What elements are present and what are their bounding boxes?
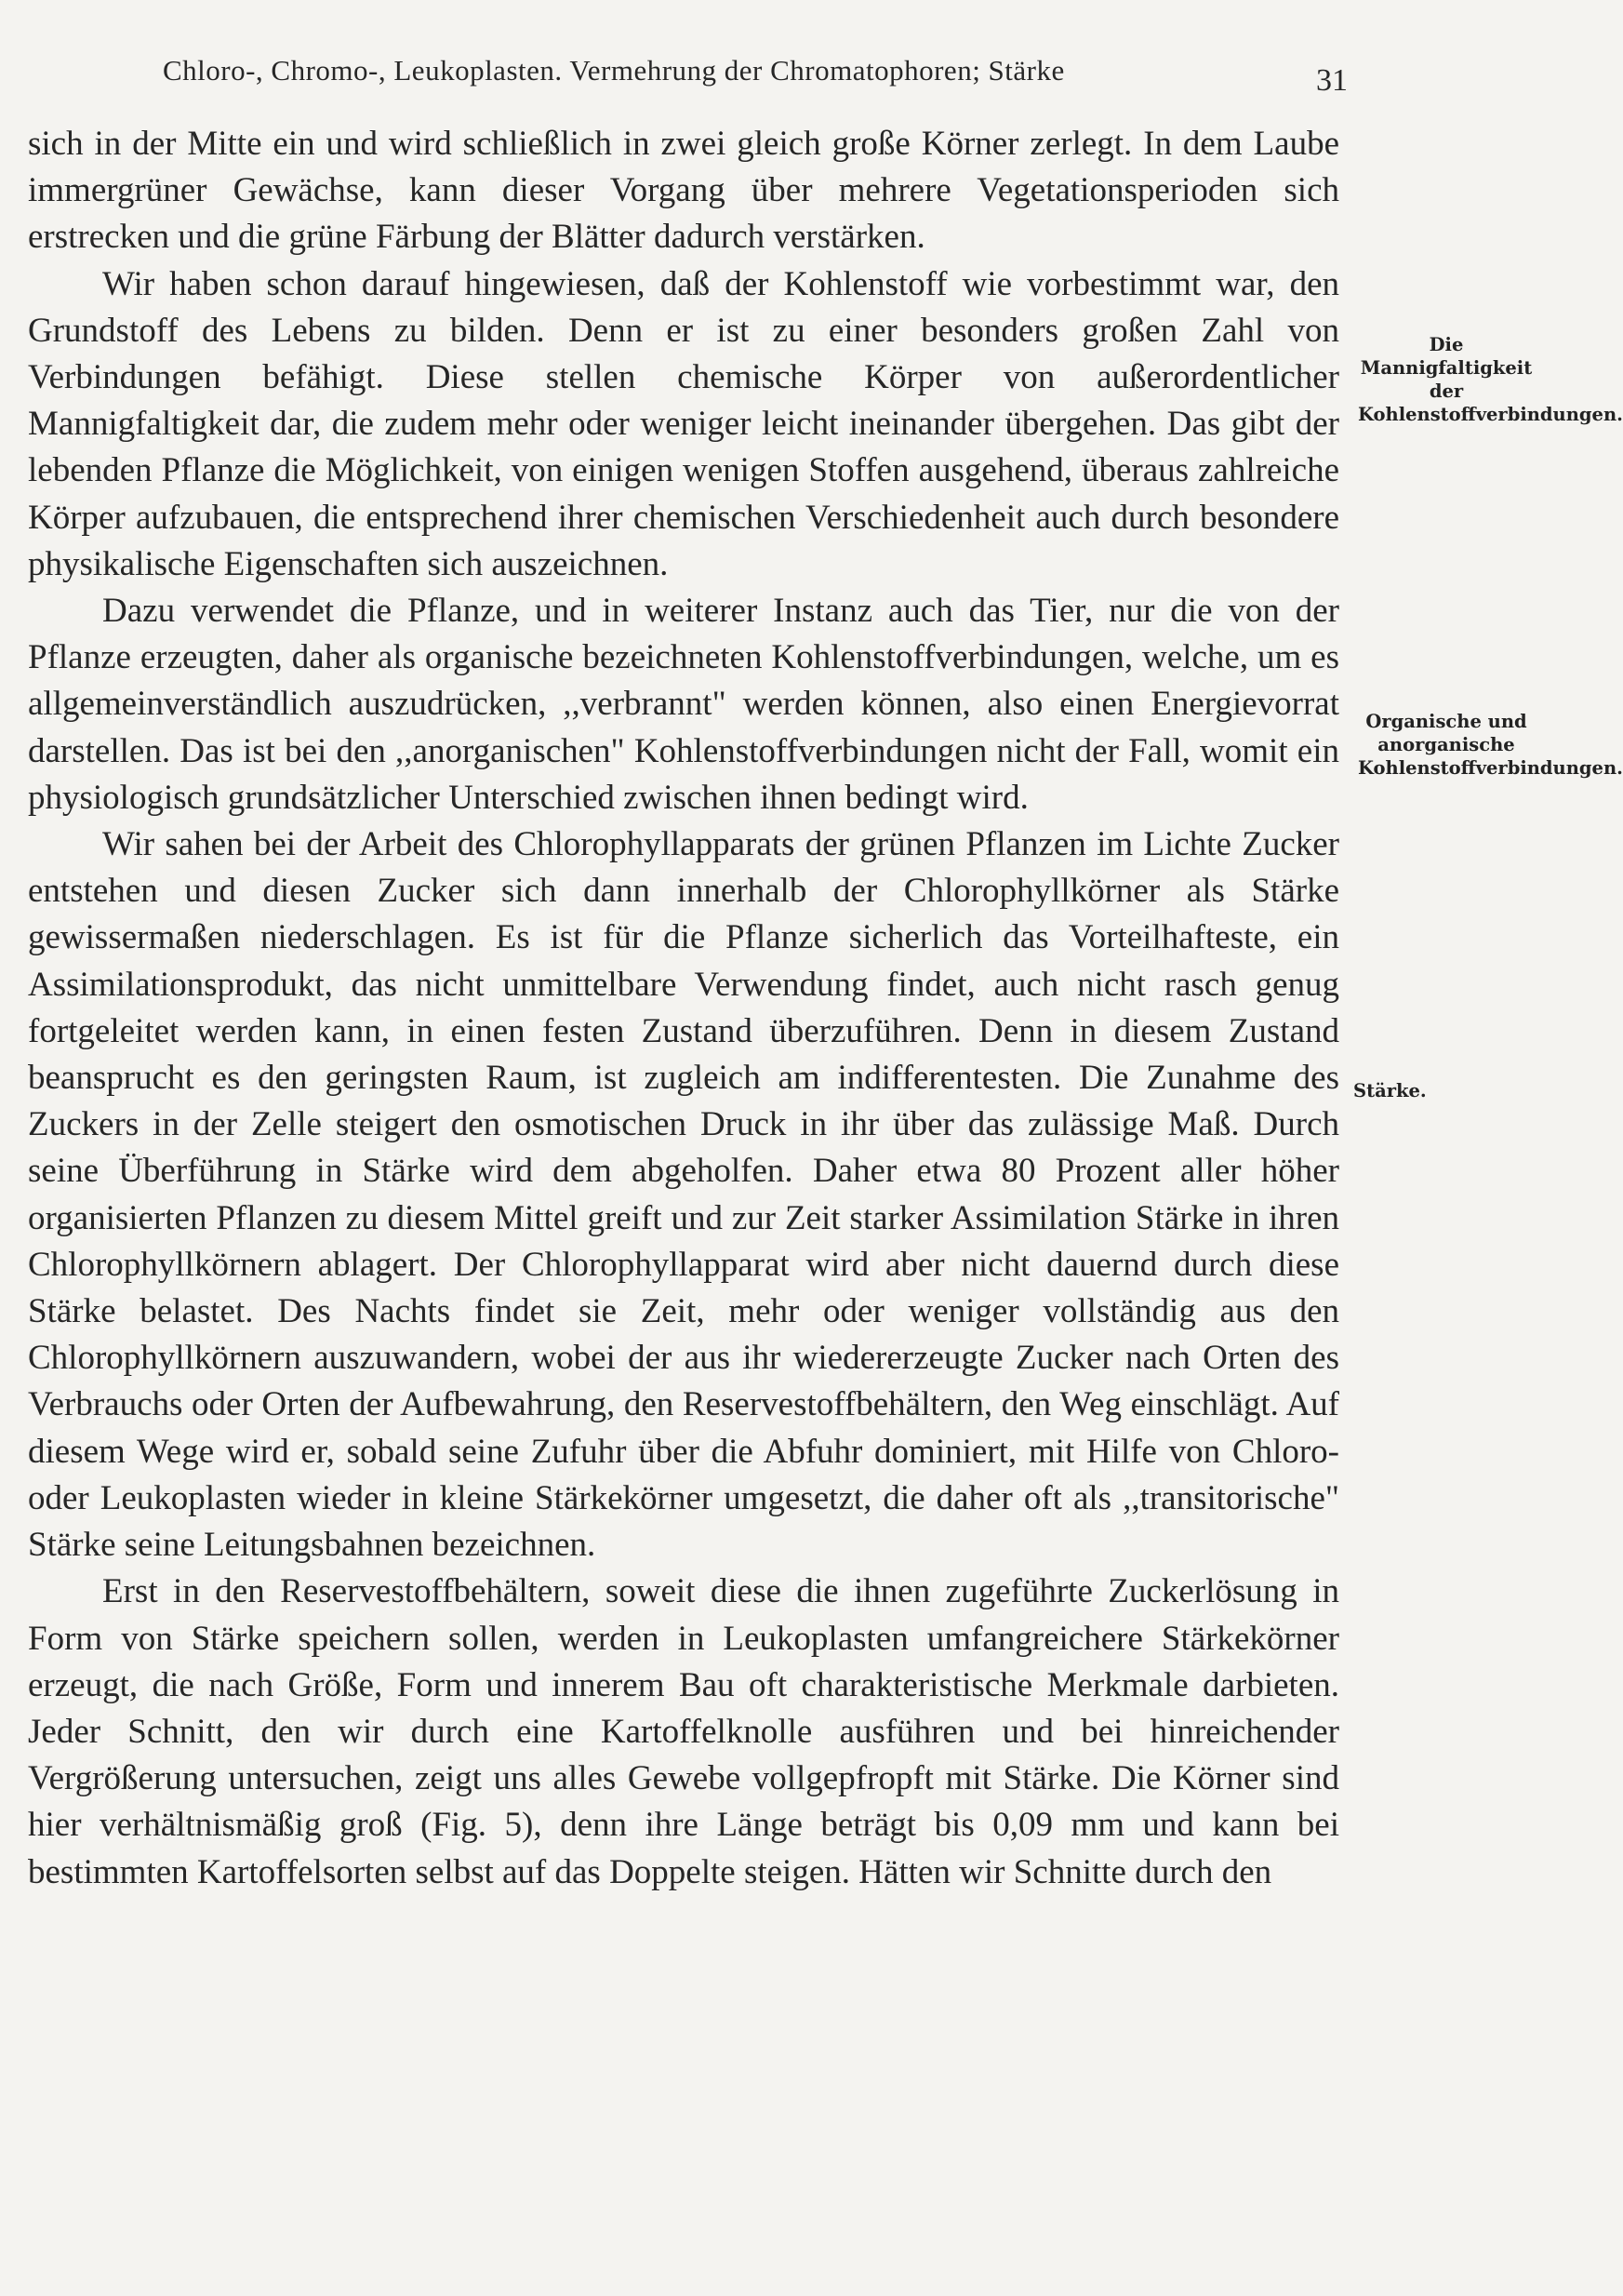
margin-note-mannigfaltigkeit: Die Mannigfaltigkeit der Kohlenstoffverbindungen. xyxy=(1358,334,1623,425)
paragraph-1: sich in der Mitte ein und wird schließlich in zwei gleich große Körner zerlegt. In dem Laube immergrüner Gewächse, kann dieser Vorgang über mehrere Vegetationsperioden sich erstrecken und die grüne Färbung der Blätter dadurch verstärken. xyxy=(28,125,1339,257)
paragraph-3: Dazu verwendet die Pflanze, und in weiterer Instanz auch das Tier, nur die von der Pflanze erzeugten, daher als organische bezeichneten Kohlenstoffverbindungen, welche, um es allgemeinverständlich auszudrücken, ,,verbrannt" werden können, also einen Energievorrat darstellen. Das ist bei den ,,anorganischen" Kohlenstoffverbindungen nicht der Fall, womit ein physiologisch grundsätzlicher Unterschied zwischen ihnen bedingt wird. xyxy=(28,592,1339,817)
margin-note-staerke: Stärke. xyxy=(1353,1080,1427,1101)
page-number: 31 xyxy=(1316,63,1348,98)
body-text xyxy=(28,121,1339,1896)
margin-note-organische: Organische und anorganische Kohlenstoffverbindungen. xyxy=(1358,711,1623,779)
paragraph-2: Wir haben schon darauf hingewiesen, daß der Kohlenstoff wie vorbestimmt war, den Grundstoff des Lebens zu bilden. Denn er ist zu einer besonders großen Zahl von Verbindungen befähigt. Diese stellen chemische Körper von außerordentlicher Mannigfaltigkeit dar, die zudem mehr oder weniger leicht ineinander übergehen. Das gibt der lebenden Pflanze die Möglichkeit, von einigen wenigen Stoffen ausgehend, überaus zahlreiche Körper aufzubauen, die entsprechend ihrer chemischen Verschiedenheit auch durch besondere physikalische Eigenschaften sich auszeichnen. xyxy=(28,264,1339,583)
running-head: Chloro-, Chromo-, Leukoplasten. Vermehrung der Chromatophoren; Stärke xyxy=(163,54,1065,87)
paragraph-5: Erst in den Reservestoffbehältern, soweit diese die ihnen zugeführte Zuckerlösung in Form von Stärke speichern sollen, werden in Leukoplasten umfangreichere Stärkekörner erzeugt, die nach Größe, Form und innerem Bau oft charakteristische Merkmale darbieten. Jeder Schnitt, den wir durch eine Kartoffelknolle ausführen und bei hinreichender Vergrößerung untersuchen, zeigt uns alles Gewebe vollgepfropft mit Stärke. Die Körner sind hier verhältnismäßig groß (Fig. 5), denn ihre Länge beträgt bis 0,09 mm und kann bei bestimmten Kartoffelsorten selbst auf das Doppelte steigen. Hätten wir Schnitte durch den xyxy=(28,1572,1339,1891)
paragraph-4: Wir sahen bei der Arbeit des Chlorophyllapparats der grünen Pflanzen im Lichte Zucker entstehen und diesen Zucker sich dann innerhalb der Chlorophyllkörner als Stärke gewissermaßen niederschlagen. Es ist für die Pflanze sicherlich das Vorteilhafteste, ein Assimilationsprodukt, das nicht unmittelbare Verwendung findet, auch nicht rasch genug fortgeleitet werden kann, in einen festen Zustand überzuführen. Denn in diesem Zustand beansprucht es den geringsten Raum, ist zugleich am indifferentesten. Die Zunahme des Zuckers in der Zelle steigert den osmotischen Druck in ihr über das zulässige Maß. Durch seine Überführung in Stärke wird dem abgeholfen. Daher etwa 80 Prozent aller höher organisierten Pflanzen zu diesem Mittel greift und zur Zeit starker Assimilation Stärke in ihren Chlorophyllkörnern ablagert. Der Chlorophyllapparat wird aber nicht dauernd durch diese Stärke belastet. Des Nachts findet sie Zeit, mehr oder weniger vollständig aus den Chlorophyllkörnern auszuwandern, wobei der aus ihr wiedererzeugte Zucker nach Orten des Verbrauchs oder Orten der Aufbewahrung, den Reservestoffbehältern, den Weg einschlägt. Auf diesem Wege wird er, sobald seine Zufuhr über die Abfuhr dominiert, mit Hilfe von Chloro- oder Leukoplasten wieder in kleine Stärkekörner umgesetzt, die daher oft als ,,transitorische" Stärke seine Leitungsbahnen bezeichnen. xyxy=(28,825,1339,1565)
